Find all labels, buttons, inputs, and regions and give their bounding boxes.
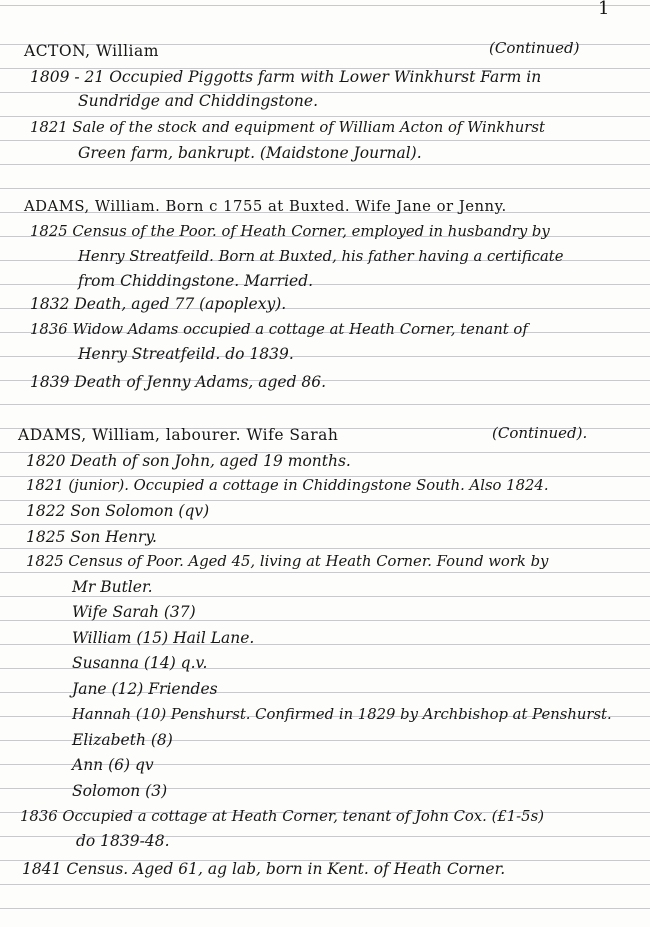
household-member: Susanna (14) q.v. (72, 654, 208, 672)
entry-line: Mr Butler. (72, 578, 153, 596)
entry-line: 1821 (junior). Occupied a cottage in Chiddingstone South. Also 1824. (26, 477, 549, 494)
entry-line: Sundridge and Chiddingstone. (78, 92, 318, 110)
entry-line: do 1839-48. (76, 832, 170, 850)
household-member: Solomon (3) (72, 782, 168, 800)
entry-line: 1825 Son Henry. (26, 528, 157, 546)
entry-heading-adams-1755: ADAMS, William. Born c 1755 at Buxted. Wife Jane or Jenny. (24, 198, 507, 215)
continued-note-adams: (Continued). (492, 424, 588, 442)
entry-line: Henry Streatfeild. Born at Buxted, his father having a certificate (78, 248, 564, 265)
entry-line: 1841 Census. Aged 61, ag lab, born in Kent. of Heath Corner. (22, 860, 506, 878)
entry-line: 1809 - 21 Occupied Piggotts farm with Lower Winkhurst Farm in (30, 68, 542, 86)
entry-line: 1836 Occupied a cottage at Heath Corner, tenant of John Cox. (£1-5s) (20, 808, 544, 825)
page-number: 1 (598, 0, 610, 19)
continued-note-acton: (Continued) (489, 39, 580, 57)
entry-heading-acton: ACTON, William (24, 42, 159, 60)
entry-line: 1836 Widow Adams occupied a cottage at Heath Corner, tenant of (30, 321, 528, 338)
entry-line: 1820 Death of son John, aged 19 months. (26, 452, 351, 470)
entry-line: 1821 Sale of the stock and equipment of William Acton of Winkhurst (30, 119, 545, 136)
entry-line: 1822 Son Solomon (qv) (26, 502, 210, 520)
entry-heading-adams-labourer: ADAMS, William, labourer. Wife Sarah (18, 426, 339, 444)
household-member: William (15) Hail Lane. (72, 629, 255, 647)
household-member: Wife Sarah (37) (72, 603, 196, 621)
entry-line: 1825 Census of the Poor. of Heath Corner, employed in husbandry by (30, 223, 550, 240)
entry-line: Henry Streatfeild. do 1839. (78, 345, 294, 363)
entry-line: 1839 Death of Jenny Adams, aged 86. (30, 373, 327, 391)
household-member: Ann (6) qv (72, 756, 154, 774)
entry-line: from Chiddingstone. Married. (78, 272, 314, 290)
entry-line: Green farm, bankrupt. (Maidstone Journal). (78, 144, 422, 162)
entry-line: 1825 Census of Poor. Aged 45, living at Heath Corner. Found work by (26, 553, 549, 570)
household-member: Hannah (10) Penshurst. Confirmed in 1829 by Archbishop at Penshurst. (72, 706, 612, 723)
household-member: Elizabeth (8) (72, 731, 173, 749)
entry-line: 1832 Death, aged 77 (apoplexy). (30, 295, 287, 313)
household-member: Jane (12) Friendes (72, 680, 218, 698)
